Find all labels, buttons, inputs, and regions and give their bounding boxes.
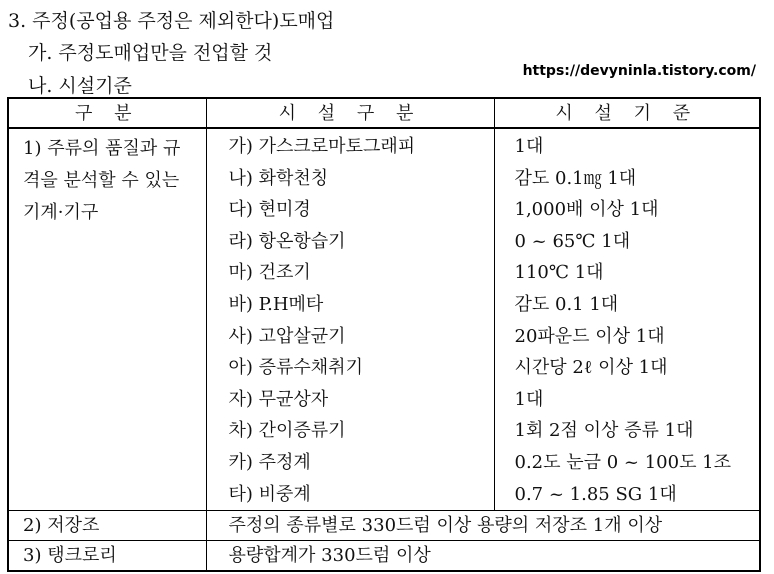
standard-cell: 0 ~ 65℃ 1대 [494,226,760,258]
standard-cell: 1회 2점 이상 증류 1대 [494,415,760,447]
category-storage-tank: 2) 저장조 [8,511,206,541]
standard-cell: 20파운드 이상 1대 [494,321,760,353]
items-body [8,128,760,511]
facility-cell: 바) P.H메타 [206,289,494,321]
standard-cell: 0.7 ~ 1.85 SG 1대 [494,479,760,511]
category-analysis-equipment: 1) 주류의 품질과 규격을 분석할 수 있는 기계·기구 [8,128,206,511]
facility-standards-table [7,97,761,572]
table-row-tank-lorry [8,541,760,572]
table-row [8,128,760,163]
watermark-url: https://devyninla.tistory.com/ [522,63,756,79]
section-heading: 3. 주정(공업용 주정은 제외한다)도매업 [8,10,335,32]
subsection-na: 나. 시설기준 [28,75,132,97]
standard-cell: 감도 0.1㎎ 1대 [494,163,760,195]
standard-cell: 110℃ 1대 [494,257,760,289]
standard-cell: 시간당 2ℓ 이상 1대 [494,352,760,384]
standard-tank-lorry: 용량합계가 330드럼 이상 [206,541,760,572]
facility-cell: 마) 건조기 [206,257,494,289]
table-row-storage-tank [8,511,760,541]
facility-cell: 아) 증류수채취기 [206,352,494,384]
facility-cell: 카) 주정계 [206,447,494,479]
standard-cell: 1,000배 이상 1대 [494,194,760,226]
category-tank-lorry: 3) 탱크로리 [8,541,206,572]
header-facility: 시 설 구 분 [206,98,494,128]
subsection-ga: 가. 주정도매업만을 전업할 것 [28,42,273,64]
standard-cell: 1대 [494,128,760,163]
facility-cell: 가) 가스크로마토그래피 [206,128,494,163]
facility-cell: 다) 현미경 [206,194,494,226]
header-standard: 시 설 기 준 [494,98,760,128]
table-header-row [8,98,760,128]
standard-cell: 0.2도 눈금 0 ~ 100도 1조 [494,447,760,479]
facility-cell: 타) 비중계 [206,479,494,511]
standard-storage-tank: 주정의 종류별로 330드럼 이상 용량의 저장조 1개 이상 [206,511,760,541]
standard-cell: 감도 0.1 1대 [494,289,760,321]
facility-cell: 나) 화학천칭 [206,163,494,195]
facility-cell: 사) 고압살균기 [206,321,494,353]
facility-cell: 라) 항온항습기 [206,226,494,258]
facility-cell: 자) 무균상자 [206,384,494,416]
header-category: 구 분 [8,98,206,128]
standard-cell: 1대 [494,384,760,416]
facility-cell: 차) 간이증류기 [206,415,494,447]
